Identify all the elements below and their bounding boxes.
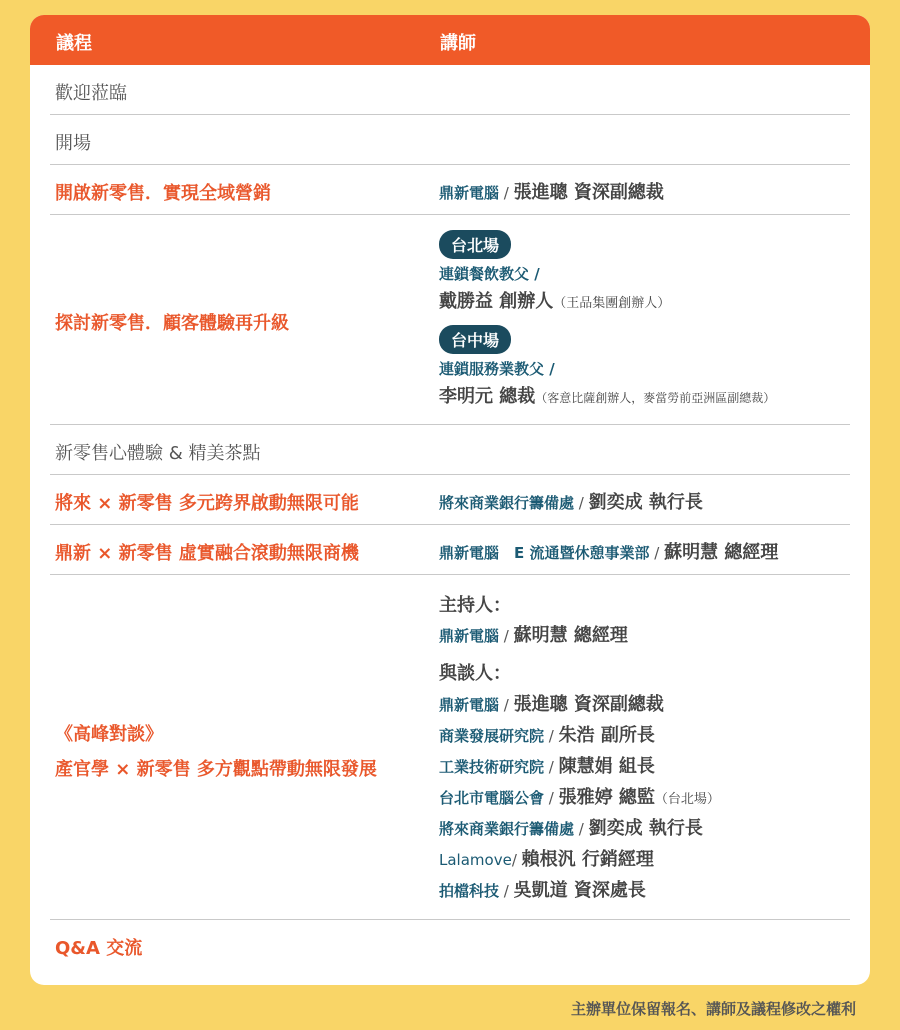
speaker-org-line xyxy=(439,358,555,379)
separator: / xyxy=(499,882,514,900)
panelist-line xyxy=(439,690,664,716)
speaker-org: 連鎖餐飲教父 / xyxy=(439,265,540,283)
agenda-row xyxy=(50,215,850,425)
agenda-row xyxy=(50,525,850,575)
speaker-org: 商業發展研究院 xyxy=(439,727,545,745)
panelist-line xyxy=(439,876,646,902)
speaker-name: 李明元 總裁 xyxy=(439,386,536,407)
host-label: 主持人： xyxy=(439,595,511,616)
speaker-org-line xyxy=(439,263,540,284)
agenda-table-header xyxy=(30,15,870,65)
speaker-name: 朱浩 副所長 xyxy=(558,725,655,746)
speaker-line xyxy=(439,287,670,313)
agenda-topic-title: 《高峰對談》 xyxy=(55,724,163,745)
separator: / xyxy=(499,627,514,645)
agenda-row xyxy=(50,920,850,975)
agenda-row xyxy=(50,425,850,475)
separator: / xyxy=(499,184,514,202)
speaker-org: 將來商業銀行籌備處 xyxy=(439,494,575,512)
separator: / xyxy=(574,820,589,838)
venue-badge-taipei: 台北場 xyxy=(439,230,511,259)
speaker-note: （客意比薩創辦人，麥當勞前亞洲區副總裁） xyxy=(535,391,776,405)
speaker-org: 鼎新電腦 xyxy=(439,696,500,714)
speaker-name: 吳凱道 資深處長 xyxy=(513,880,646,901)
venue-badge-taichung: 台中場 xyxy=(439,325,511,354)
speaker-org: 鼎新電腦 xyxy=(439,627,500,645)
speaker-org: 鼎新電腦 E 流通暨休憩事業部 xyxy=(439,544,650,562)
speaker-line xyxy=(439,178,664,204)
speaker-name: 陳慧娟 組長 xyxy=(558,756,655,777)
separator: / xyxy=(511,851,522,869)
speaker-line xyxy=(439,382,775,408)
speaker-org: 連鎖服務業教父 / xyxy=(439,360,555,378)
separator: / xyxy=(574,494,589,512)
panel-label: 與談人： xyxy=(439,663,511,684)
speaker-org: 將來商業銀行籌備處 xyxy=(439,820,575,838)
separator: / xyxy=(649,544,665,562)
speaker-note: （王品集團創辦人） xyxy=(553,296,671,311)
agenda-row xyxy=(50,475,850,525)
speaker-name: 賴根汎 行銷經理 xyxy=(521,849,654,870)
agenda-topic: 歡迎蒞臨 xyxy=(55,83,127,104)
agenda-row xyxy=(50,65,850,115)
speaker-org: 鼎新電腦 xyxy=(439,184,500,202)
speaker-name: 張雅婷 總監 xyxy=(558,787,655,808)
agenda-topic: 產官學 × 新零售 多方觀點帶動無限發展 xyxy=(55,759,377,780)
panelist-line xyxy=(439,721,655,747)
agenda-row xyxy=(50,165,850,215)
speaker-org: 台北市電腦公會 xyxy=(439,789,545,807)
speaker-org: 拍檔科技 xyxy=(439,882,500,900)
speaker-name: 張進聰 資深副總裁 xyxy=(513,182,664,203)
agenda-topic: 鼎新 × 新零售 虛實融合滾動無限商機 xyxy=(55,543,359,564)
speaker-name: 戴勝益 創辦人 xyxy=(439,291,554,312)
speaker-note: （台北場） xyxy=(654,792,720,807)
panelist-line xyxy=(439,814,703,840)
agenda-topic: 探討新零售．顧客體驗再升級 xyxy=(55,313,289,334)
separator: / xyxy=(499,696,514,714)
speaker-line xyxy=(439,538,778,564)
agenda-row xyxy=(50,115,850,165)
footer-disclaimer: 主辦單位保留報名、講師及議程修改之權利 xyxy=(570,1000,856,1018)
separator: / xyxy=(544,789,559,807)
separator: / xyxy=(544,727,559,745)
speaker-org: 工業技術研究院 xyxy=(439,758,545,776)
speaker-column-header: 講師 xyxy=(440,33,476,54)
agenda-topic: 將來 × 新零售 多元跨界啟動無限可能 xyxy=(55,493,359,514)
speaker-line xyxy=(439,488,703,514)
speaker-name: 劉奕成 執行長 xyxy=(588,492,703,513)
agenda-topic: 新零售心體驗 & 精美茶點 xyxy=(55,443,261,464)
agenda-card xyxy=(30,15,870,985)
speaker-name: 蘇明慧 總經理 xyxy=(664,542,779,563)
agenda-topic: Q&A 交流 xyxy=(55,938,143,959)
agenda-column-header: 議程 xyxy=(56,33,92,54)
speaker-org: Lalamove xyxy=(439,851,512,869)
agenda-row xyxy=(50,575,850,920)
host-line xyxy=(439,621,628,647)
panelist-line xyxy=(439,845,654,871)
speaker-name: 蘇明慧 總經理 xyxy=(513,625,628,646)
agenda-topic: 開場 xyxy=(55,133,91,154)
panelist-line xyxy=(439,783,720,809)
panelist-line xyxy=(439,752,655,778)
speaker-name: 張進聰 資深副總裁 xyxy=(513,694,664,715)
agenda-topic: 開啟新零售．實現全域營銷 xyxy=(55,183,271,204)
separator: / xyxy=(544,758,559,776)
speaker-name: 劉奕成 執行長 xyxy=(588,818,703,839)
